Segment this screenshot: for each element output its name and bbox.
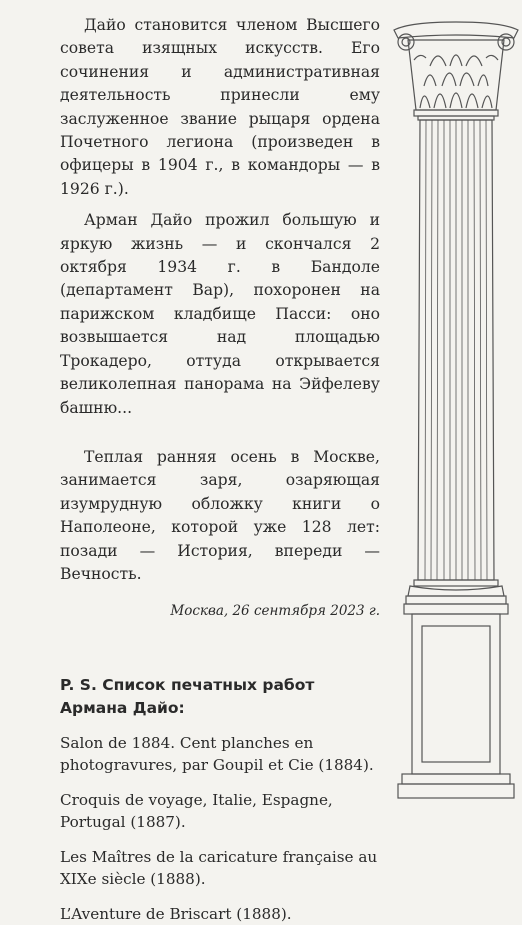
ps-heading: P. S. Список печатных работ Армана Дайо: bbox=[60, 675, 315, 717]
publication-4: L’Aventure de Briscart (1888). bbox=[60, 904, 292, 923]
publication-3: Les Maîtres de la caricature française au XIXe siècle (1888). bbox=[60, 847, 378, 889]
publication-1: Salon de 1884. Cent planches en photogravures, par Goupil et Cie (1884). bbox=[60, 733, 374, 775]
paragraph-1: Дайо становится членом Высшего совета изящных искусств. Его сочинения и административная деятельность принесли ему заслуженное звание рыцаря ордена Почетного легиона (произведен в офицеры в 1904 г., в командоры — в 1926 г.). bbox=[60, 16, 380, 198]
publication-2: Croquis de voyage, Italie, Espagne, Portugal (1887). bbox=[60, 790, 333, 832]
corinthian-column-icon bbox=[390, 0, 522, 800]
paragraph-2: Арман Дайо прожил большую и яркую жизнь — и скончался 2 октября 1934 г. в Бандоле (департамент Вар), похоронен на парижском кладбище Пасси: оно возвышается над площадью Трокадеро, оттуда открывается великолепная панорама на Эйфелеву башню... bbox=[60, 211, 380, 417]
text-column bbox=[60, 14, 380, 925]
paragraph-3: Теплая ранняя осень в Москве, занимается заря, озаряющая изумрудную обложку книги о Наполеоне, которой уже 128 лет: позади — История, впереди — Вечность. bbox=[60, 447, 380, 583]
signature: Москва, 26 сентября 2023 г. bbox=[170, 603, 380, 620]
